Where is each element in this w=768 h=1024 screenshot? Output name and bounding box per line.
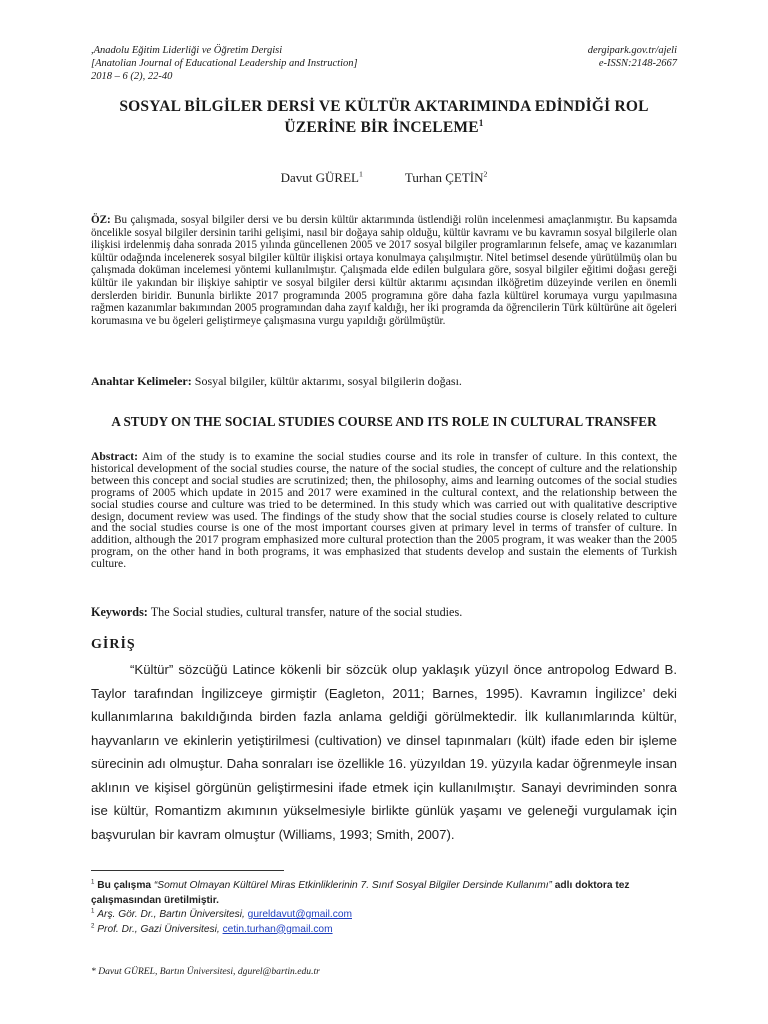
keywords-tr bbox=[91, 374, 677, 388]
keywords-en bbox=[91, 605, 677, 619]
author-list bbox=[91, 170, 677, 186]
abstract-en bbox=[91, 451, 677, 570]
title-tr-text: SOSYAL BİLGİLER DERSİ VE KÜLTÜR AKTARIMINDA EDİNDİĞİ ROL ÜZERİNE BİR İNCELEME bbox=[119, 98, 649, 136]
footer-email: dgurel@bartin.edu.tr bbox=[237, 966, 320, 977]
footnote-divider bbox=[91, 870, 284, 871]
journal-issn: e-ISSN:2148-2667 bbox=[598, 58, 677, 69]
article-title-en: A STUDY ON THE SOCIAL STUDIES COURSE AND ITS ROLE IN CULTURAL TRANSFER bbox=[111, 414, 657, 429]
keywords-en-text: The Social studies, cultural transfer, nature of the social studies. bbox=[150, 605, 463, 619]
journal-issue: 2018 – 6 (2), 22-40 bbox=[91, 71, 173, 82]
footer-author: Davut GÜREL, Bartın Üniversitesi, bbox=[98, 966, 236, 977]
section-heading-giris: GİRİŞ bbox=[91, 637, 136, 652]
abstract-tr bbox=[91, 214, 677, 327]
footnote-3: $^2$ Prof. Dr., Gazi Üniversitesi, cetin.turhan@gmail.com bbox=[91, 922, 333, 935]
title-footnote-mark: 1 bbox=[478, 118, 484, 129]
footnote-1: $^1$ Bu çalışma “Somut Olmayan Kültürel Miras Etkinliklerinin 7. Sınıf Sosyal Bilgiler Dersinde Kullanımı” adlı doktora tez çalışmasından üretilmiştir. bbox=[91, 878, 630, 906]
abstract-en-label: Abstract: bbox=[91, 450, 139, 463]
journal-header-left: ,Anadolu Eğitim Liderliği ve Öğretim Dergisi [Anatolian Journal of Educational Leadership and Instruction] 2018 – 6 (2), 22-40 bbox=[91, 45, 358, 82]
author-2-email-link[interactable]: cetin.turhan@gmail.com bbox=[222, 923, 333, 935]
abstract-tr-label: ÖZ: bbox=[91, 214, 111, 226]
footnote-2: $^1$ Arş. Gör. Dr., Bartın Üniversitesi, gureldavut@gmail.com bbox=[91, 907, 352, 920]
page-footer: * Davut GÜREL, Bartın Üniversitesi, dgurel@bartin.edu.tr bbox=[91, 966, 320, 977]
keywords-tr-label: Anahtar Kelimeler: bbox=[91, 374, 192, 388]
journal-header-right bbox=[588, 44, 677, 70]
body-text bbox=[91, 658, 677, 846]
body-paragraph: “Kültür” sözcüğü Latince kökenli bir sözcük olup yaklaşık yüzyıl önce antropolog Edward B. Taylor tarafından İngilizceye girmiştir (Eagleton, 2011; Barnes, 1995). Kavramın İngilizce’ deki kullanımlarına bakıldığında birden fazla anlama geldiği görülmektedir. İlk kullanımlarında kültür, hayvanların ve ekinlerin yetiştirilmesi (cultivation) ve dinsel tapınmaları (kült) ifade eden bir işleme sürecinin adı olmuştur. Daha sonraları ise özellikle 16. yüzyıldan 19. yüzyıla kadar öğrenmeyle insan aklının ve kişisel görgünün geliştirmesini ifade etmek için kullanılmıştır. Sanayi devriminden sonra ise kültür, Romantizm akımının yükselmesiyle birlikte günlük yaşamı ve geleneği vurgulamak için başvurulan bir kavram olmuştur (Williams, 1993; Smith, 2007). bbox=[91, 662, 677, 842]
author-1-email-link[interactable]: gureldavut@gmail.com bbox=[247, 909, 352, 920]
abstract-en-text: Aim of the study is to examine the social studies course and its role in transfer of culture. In this context, the historical development of the social studies course, the nature of the social studies, the concept of culture and the relationship between this concept and social studies are scrutinized; then, the philosophy, aims and learning outcomes of the social studies programs of 2005 which update in 2015 and 2017 were examined in the cultural context, and the relationship between the social studies course and culture was tried to be determined. In this study which was carried out with qualitative descriptive design, document review was used. The findings of the study show that the social studies course is closely related to culture and the social studies course is one of the most important courses given at primary level in terms of transfer of culture. In addition, although the 2017 program emphasized more cultural protection than the 2005 program, it was weaker than the 2005 program, on the other hand in both programs, it was emphasized that students develop and sustain the elements of Turkish culture. bbox=[91, 450, 677, 571]
journal-title-tr: Anadolu Eğitim Liderliği ve Öğretim Dergisi bbox=[93, 45, 283, 56]
abstract-tr-text: Bu çalışmada, sosyal bilgiler dersi ve bu dersin kültür aktarımında üstlendiği rolün incelenmesi amaçlanmıştır. Bu kapsamda öncelikle sosyal bilgiler dersinin tarihi gelişimi, nasıl bir doğaya sahip olduğu, kültür kavramı ve bu kavramın sosyal bilgilerle olan ilişkisi irdelenmiş daha sonrada 2015 yılında güncellenen 2005 ve 2017 sosyal bilgiler programlarının felsefe, amaç ve kazanımları kültür odağında incelenerek sosyal bilgiler kültür ilişkisi ortaya konulmaya çalışılmıştır. Nitel betimsel desende yürütülmüş olan bu çalışmada doküman incelemesi yöntemi kullanılmıştır. Çalışmada elde edilen bulgulara göre, sosyal bilgiler eğitimi doğası gereği kültür ile yakından bir ilişkiye sahiptir ve sosyal bilgiler dersi kültür aktarımı açısından ilköğretim düzeyinde verilen en önemli derslerden biridir. Bununla birlikte 2017 programında 2005 programına göre daha fazla kültürel korumaya vurgu yapılmasına rağmen kazanımlar bakımından 2005 programından daha zayıf kaldığı, her iki programda da öğrencilerin Türk kültürüne ait ögeleri korumasına ve bu ögeleri geliştirmeye çalışmasına vurgu yapıldığı görülmüştür. bbox=[91, 214, 677, 327]
journal-site: dergipark.gov.tr/ajeli bbox=[587, 45, 677, 56]
keywords-en-label: Keywords: bbox=[91, 605, 148, 619]
author-2: Turhan ÇETİN$^2$ bbox=[404, 169, 488, 185]
footnotes bbox=[91, 879, 677, 937]
keywords-tr-text: Sosyal bilgiler, kültür aktarımı, sosyal bilgilerin doğası. bbox=[194, 374, 462, 388]
article-title-tr bbox=[91, 96, 677, 138]
author-1: Davut GÜREL$^1$ bbox=[280, 169, 363, 185]
journal-title-en: [Anatolian Journal of Educational Leadership and Instruction] bbox=[91, 58, 358, 69]
